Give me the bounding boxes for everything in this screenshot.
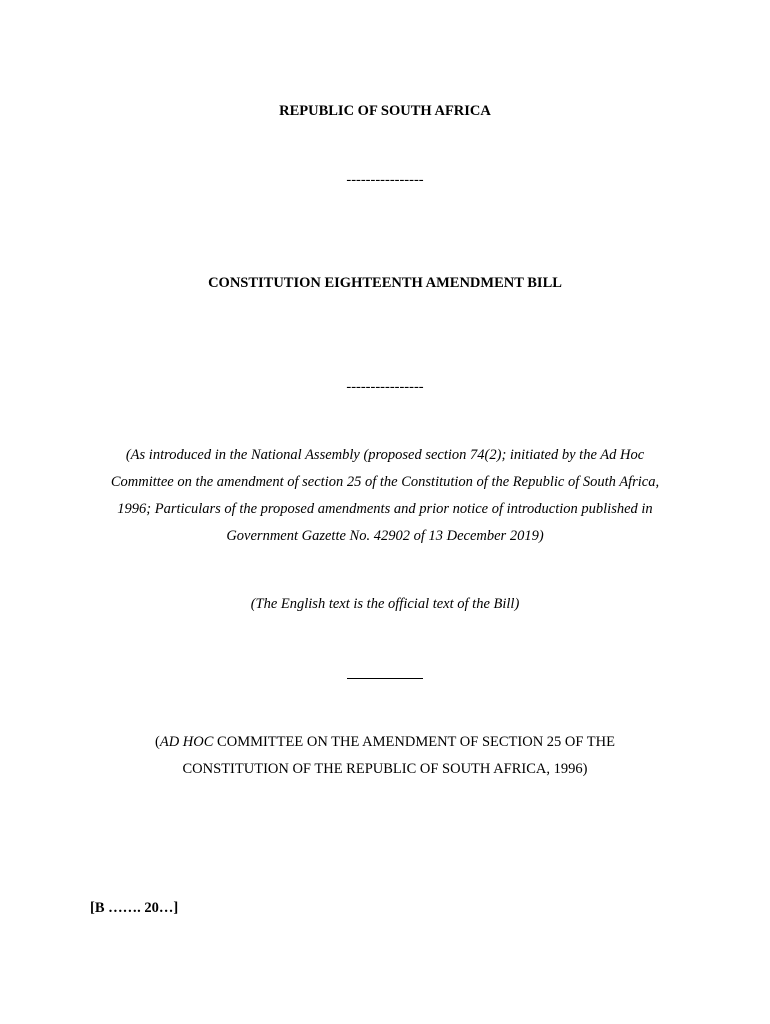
official-text-note: (The English text is the official text of the Bill) <box>250 596 520 612</box>
horizontal-rule <box>347 678 423 679</box>
separator-top: ---------------- <box>346 172 424 188</box>
introduction-line: Committee on the amendment of section 25 of the Constitution of the Republic of South Africa, <box>110 474 660 490</box>
committee-ad-hoc: AD HOC <box>159 734 214 750</box>
committee-line-1 <box>85 729 685 756</box>
committee-paragraph <box>85 729 685 783</box>
committee-line-2: CONSTITUTION OF THE REPUBLIC OF SOUTH AFRICA, 1996) <box>182 761 588 777</box>
committee-line-1-rest: COMMITTEE ON THE AMENDMENT OF SECTION 25 OF THE <box>213 734 615 750</box>
committee-open-paren: ( <box>155 734 160 750</box>
separator-mid: ---------------- <box>346 379 424 395</box>
bill-title: CONSTITUTION EIGHTEENTH AMENDMENT BILL <box>208 275 562 291</box>
introduction-paragraph <box>85 442 685 550</box>
introduction-line: (As introduced in the National Assembly (proposed section 74(2); initiated by the Ad Hoc <box>125 447 645 463</box>
introduction-line: Government Gazette No. 42902 of 13 December 2019) <box>226 528 544 544</box>
introduction-line: 1996; Particulars of the proposed amendments and prior notice of introduction published in <box>117 501 653 517</box>
bill-number: [B ……. 20…] <box>90 900 179 916</box>
country-heading: REPUBLIC OF SOUTH AFRICA <box>279 103 491 119</box>
